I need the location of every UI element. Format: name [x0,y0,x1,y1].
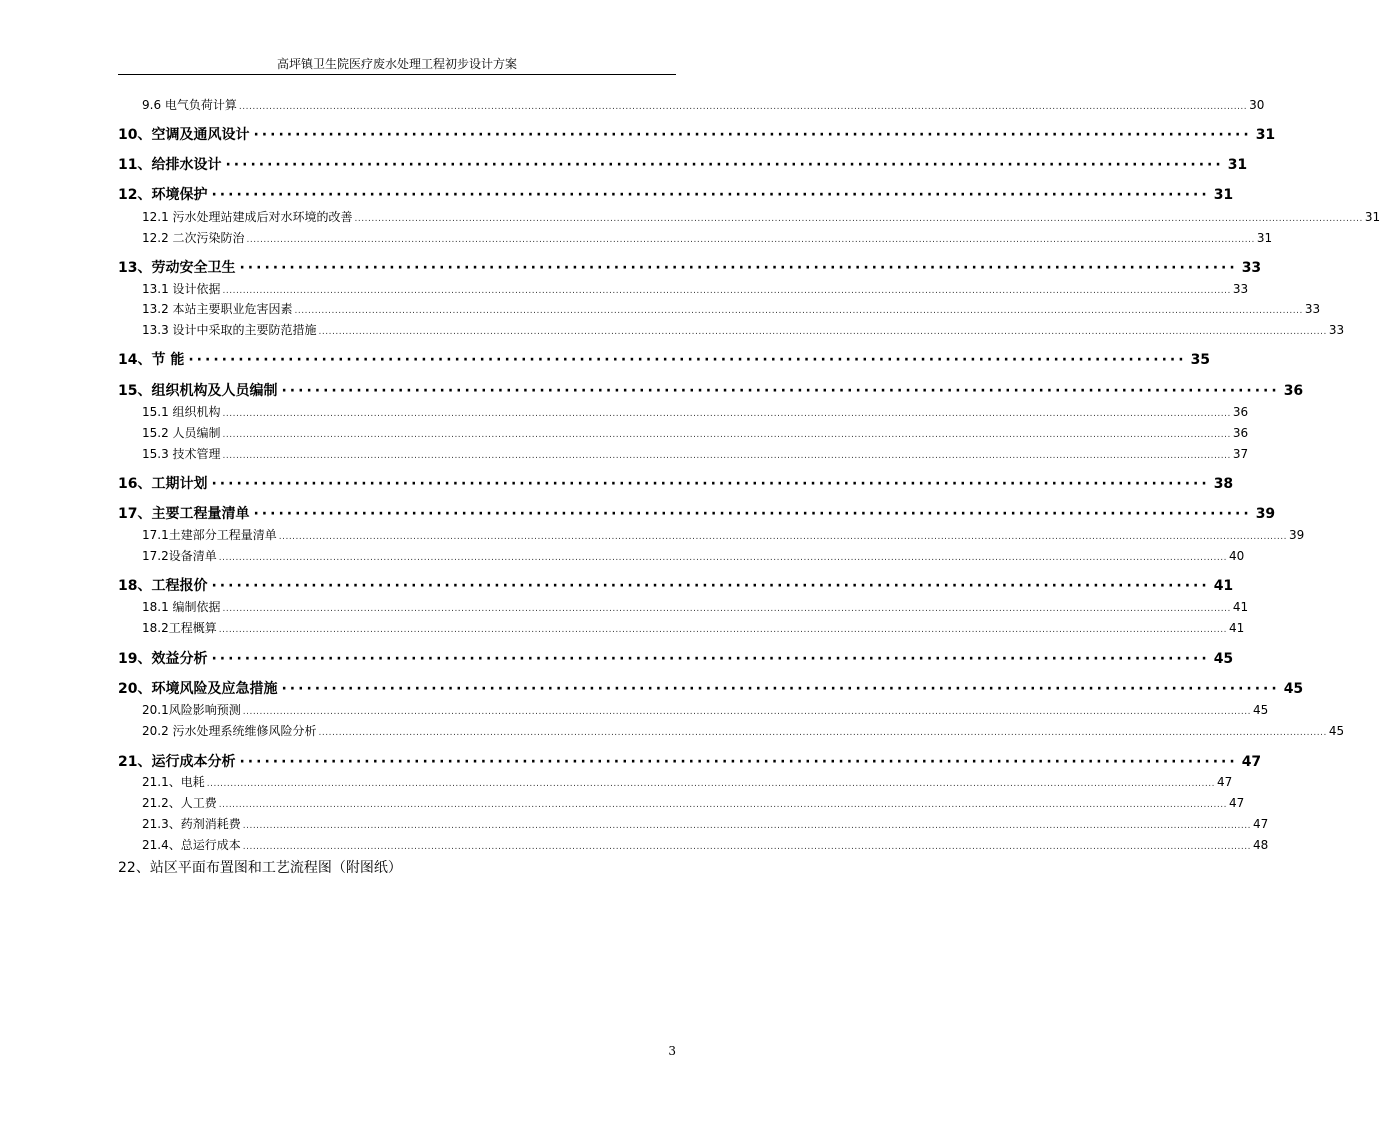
page-number: 3 [668,1044,676,1058]
toc-appendix[interactable] [118,858,676,878]
toc-label: 12.1 污水处理站建成后对水环境的改善 [142,210,353,224]
toc-label: 20、环境风险及应急措施 [118,681,278,697]
toc-leader-dots: ............................................................................................................................................................................................................................................................................................................ [218,625,1227,635]
toc-leader-dots: ························································································································ [239,260,1238,276]
toc-label: 11、给排水设计 [118,157,222,173]
toc-chapter[interactable] [118,752,1262,772]
toc-label: 21.1、电耗 [142,775,205,789]
toc-leader-dots: ························································································································ [281,681,1280,697]
toc-leader-dots: ............................................................................................................................................................................................................................................................................................................ [242,842,1251,852]
toc-page-number: 33 [1232,282,1249,296]
toc-label: 21.3、药剂消耗费 [142,817,241,831]
toc-page-number: 31 [1213,187,1234,203]
toc-label: 15.1 组织机构 [142,405,221,419]
toc-page-number: 47 [1229,796,1245,810]
toc-label: 21、运行成本分析 [118,754,236,770]
toc-leader-dots: ............................................................................................................................................................................................................................................................................................................ [218,553,1227,563]
toc-section[interactable] [118,446,1249,463]
toc-label: 13、劳动安全卫生 [118,260,236,276]
toc-page-number: 48 [1253,838,1269,852]
toc-section[interactable] [118,230,1273,247]
toc-label: 12.2 二次污染防治 [142,231,245,245]
toc-section[interactable] [118,599,1249,616]
toc-leader-dots: ............................................................................................................................................................................................................................................................................................................ [246,235,1255,245]
toc-leader-dots: ............................................................................................................................................................................................................................................................................................................ [222,409,1231,419]
toc-section[interactable] [118,548,1245,565]
toc-page-number: 36 [1232,426,1249,440]
toc-chapter[interactable] [118,576,1234,596]
toc-leader-dots: ............................................................................................................................................................................................................................................................................................................ [222,286,1231,296]
toc-leader-dots: ............................................................................................................................................................................................................................................................................................................ [278,532,1287,542]
toc-section[interactable] [118,723,1345,740]
toc-page-number: 31 [1227,157,1248,173]
toc-leader-dots: ························································································································ [211,578,1210,594]
toc-page-number: 47 [1253,817,1269,831]
toc-section[interactable] [118,322,1345,339]
toc-page-number: 37 [1232,447,1249,461]
toc-chapter[interactable] [118,258,1262,278]
toc-page-number: 31 [1364,210,1380,224]
toc-leader-dots: ························································································································ [281,383,1280,399]
toc-page-number: 30 [1249,98,1265,112]
toc-leader-dots: ························································································································ [211,187,1210,203]
toc-label: 9.6 电气负荷计算 [142,98,237,112]
toc-leader-dots: ························································································································ [253,506,1252,522]
toc-page-number: 31 [1255,127,1276,143]
toc-page-number: 39 [1289,528,1305,542]
toc-leader-dots: ························································································································ [211,651,1210,667]
toc-leader-dots: ............................................................................................................................................................................................................................................................................................................ [218,800,1227,810]
toc-chapter[interactable] [118,125,1276,145]
toc-section[interactable] [118,404,1249,421]
toc-page-number: 31 [1256,231,1273,245]
toc-label: 22、站区平面布置图和工艺流程图（附图纸） [118,860,402,876]
toc-label: 21.2、人工费 [142,796,217,810]
toc-leader-dots: ............................................................................................................................................................................................................................................................................................................ [318,327,1327,337]
toc-chapter[interactable] [118,350,1211,370]
toc-leader-dots: ............................................................................................................................................................................................................................................................................................................ [206,779,1215,789]
toc-section[interactable] [118,774,1233,791]
toc-label: 13.1 设计依据 [142,282,221,296]
toc-page-number: 47 [1217,775,1233,789]
toc-chapter[interactable] [118,504,1276,524]
toc-leader-dots: ............................................................................................................................................................................................................................................................................................................ [222,430,1231,440]
toc-label: 15.2 人员编制 [142,426,221,440]
toc-label: 19、效益分析 [118,651,208,667]
toc-section[interactable] [118,702,1269,719]
toc-leader-dots: ························································································································ [188,352,1187,368]
toc-leader-dots: ............................................................................................................................................................................................................................................................................................................ [238,102,1248,112]
toc-leader-dots: ............................................................................................................................................................................................................................................................................................................ [222,604,1231,614]
toc-leader-dots: ............................................................................................................................................................................................................................................................................................................ [222,451,1231,461]
toc-label: 16、工期计划 [118,476,208,492]
toc-page-number: 38 [1213,476,1234,492]
toc-label: 17.2设备清单 [142,549,217,563]
toc-section[interactable] [118,527,1305,544]
toc-section[interactable] [118,837,1269,854]
toc-section[interactable] [118,425,1249,442]
toc-chapter[interactable] [118,649,1234,669]
toc-leader-dots: ............................................................................................................................................................................................................................................................................................................ [242,821,1251,831]
toc-label: 15.3 技术管理 [142,447,221,461]
toc-section[interactable] [118,301,1321,318]
toc-page-number: 33 [1304,302,1321,316]
toc-leader-dots: ............................................................................................................................................................................................................................................................................................................ [242,707,1251,717]
toc-leader-dots: ························································································································ [239,754,1238,770]
toc-page-number: 45 [1253,703,1269,717]
toc-label: 21.4、总运行成本 [142,838,241,852]
toc-leader-dots: ························································································································ [225,157,1224,173]
toc-label: 18.2工程概算 [142,621,217,635]
toc-chapter[interactable] [118,155,1248,175]
toc-page-number: 35 [1190,352,1211,368]
toc-chapter[interactable] [118,474,1234,494]
toc-label: 15、组织机构及人员编制 [118,383,278,399]
toc-chapter[interactable] [118,381,1304,401]
toc-page-number: 36 [1232,405,1249,419]
toc-page-number: 39 [1255,506,1276,522]
toc-page-number: 45 [1328,724,1345,738]
toc-page-number: 45 [1213,651,1234,667]
toc-page-number: 41 [1213,578,1234,594]
toc-label: 20.2 污水处理系统维修风险分析 [142,724,317,738]
toc-label: 18、工程报价 [118,578,208,594]
toc-label: 14、节 能 [118,352,185,368]
toc-label: 13.2 本站主要职业危害因素 [142,302,293,316]
toc-page-number: 33 [1241,260,1262,276]
toc-page-number: 47 [1241,754,1262,770]
toc-label: 17、主要工程量清单 [118,506,250,522]
toc-page-number: 36 [1283,383,1304,399]
toc-chapter[interactable] [118,185,1234,205]
toc-section[interactable] [118,97,1265,114]
toc-label: 10、空调及通风设计 [118,127,250,143]
toc-leader-dots: ························································································································ [253,127,1252,143]
toc-label: 20.1风险影响预测 [142,703,241,717]
toc-page-number: 40 [1229,549,1245,563]
toc-page-number: 41 [1232,600,1249,614]
toc-chapter[interactable] [118,679,1304,699]
toc-label: 18.1 编制依据 [142,600,221,614]
toc-section[interactable] [118,816,1269,833]
toc-leader-dots: ............................................................................................................................................................................................................................................................................................................ [354,214,1363,224]
toc-page-number: 45 [1283,681,1304,697]
toc-label: 12、环境保护 [118,187,208,203]
toc-page-number: 33 [1328,323,1345,337]
page-header: 高坪镇卫生院医疗废水处理工程初步设计方案 [118,54,676,75]
toc-page-number: 41 [1229,621,1245,635]
toc-leader-dots: ............................................................................................................................................................................................................................................................................................................ [318,728,1327,738]
toc-section[interactable] [118,209,1380,226]
toc-leader-dots: ............................................................................................................................................................................................................................................................................................................ [294,306,1303,316]
toc-leader-dots: ························································································································ [211,476,1210,492]
toc-label: 13.3 设计中采取的主要防范措施 [142,323,317,337]
toc-label: 17.1土建部分工程量清单 [142,528,277,542]
toc-section[interactable] [118,795,1245,812]
toc-section[interactable] [118,281,1249,298]
toc-section[interactable] [118,620,1245,637]
